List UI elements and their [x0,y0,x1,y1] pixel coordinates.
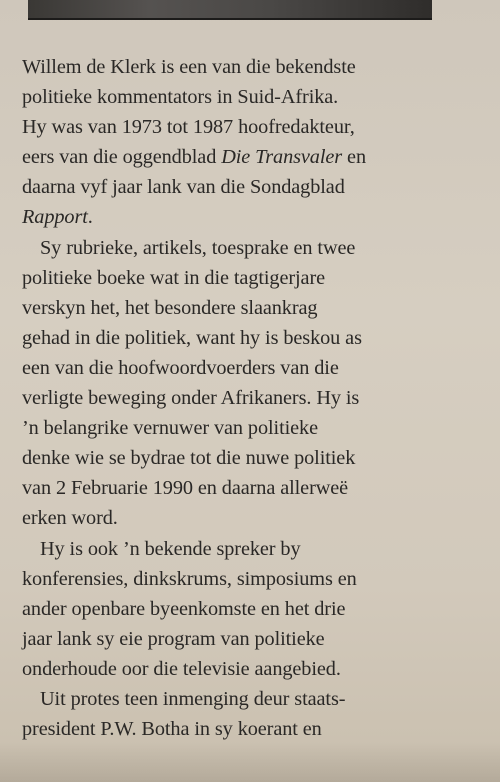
photo-strip [28,0,432,20]
text-run: . [87,206,93,229]
text-line: onderhoude oor die televisie aangebied. [22,657,341,680]
text-line: ander openbare byeenkomste en het drie [22,597,346,620]
text-line: verligte beweging onder Afrikaners. Hy is [22,387,360,410]
text-line: Uit protes teen inmenging deur staats- [40,687,346,710]
text-run: en [342,146,366,169]
text-line: Hy is ook ’n bekende spreker by [40,537,301,560]
paragraph-3 [22,534,492,684]
text-line: erken word. [22,507,118,530]
text-line: jaar lank sy eie program van politieke [22,627,325,650]
text-line: politieke boeke wat in die tagtigerjare [22,266,326,289]
text-line: Sy rubrieke, artikels, toesprake en twee [40,236,356,259]
text-line: president P.W. Botha in sy koerant en [22,718,322,741]
text-line: een van die hoofwoordvoerders van die [22,356,339,379]
text-run: eers van die oggendblad [22,146,222,169]
text-line: gehad in die politiek, want hy is beskou as [22,326,362,349]
text-line [22,142,492,172]
paragraph-2 [22,233,492,534]
text-line: politieke kommentators in Suid-Afrika. [22,86,339,109]
text-line: ’n belangrike vernuwer van politieke [22,417,318,440]
page-shadow [0,742,500,782]
document-body [22,52,492,744]
italic-title: Rapport [22,206,88,229]
italic-title: Die Transvaler [221,146,343,169]
paragraph-1 [22,52,492,233]
text-line: Hy was van 1973 tot 1987 hoofredakteur, [22,116,355,139]
text-line: denke wie se bydrae tot die nuwe politiek [22,447,356,470]
text-line: konferensies, dinkskrums, simposiums en [22,567,357,590]
text-line: Willem de Klerk is een van die bekendste [22,56,356,78]
text-line: daarna vyf jaar lank van die Sondagblad [22,176,345,199]
text-line [22,202,492,232]
text-line: van 2 Februarie 1990 en daarna allerweë [22,477,349,500]
paragraph-4 [22,684,492,744]
text-line: verskyn het, het besondere slaankrag [22,296,318,319]
